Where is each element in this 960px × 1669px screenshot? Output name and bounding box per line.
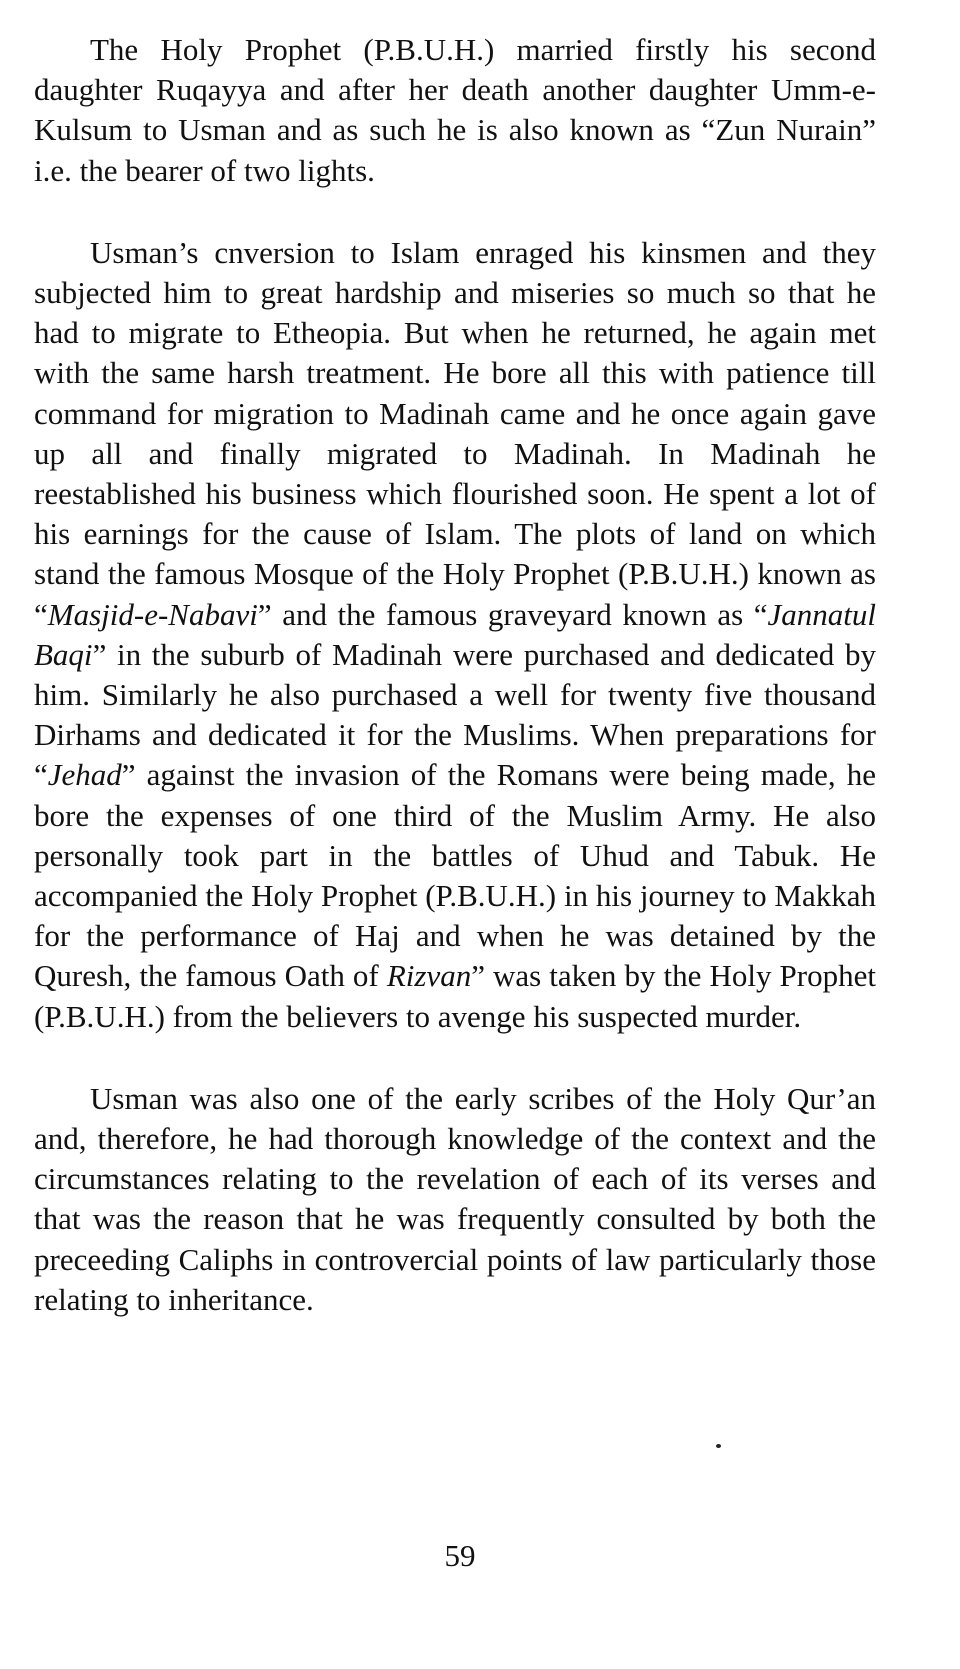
- stray-ink-mark: [716, 1444, 721, 1448]
- text-segment: ” was taken by the Holy Prophet (P.B.U.H.) from the believers to avenge his suspected murder.: [34, 958, 876, 1034]
- italic-term: Masjid-e-Nabavi: [47, 596, 258, 632]
- page-body: [34, 30, 876, 1320]
- text-segment: Usman was also one of the early scribes of the Holy Qur’an and, therefore, he had thorough knowledge of the context and the circumstances relating to the revelation of each of its verses and that was the reason that he was frequently consulted by both the preceeding Caliphs in controvercial points of law particularly those relating to inheritance.: [34, 1080, 876, 1317]
- page-number: 59: [444, 1538, 476, 1573]
- text-segment: The Holy Prophet (P.B.U.H.) married firstly his second daughter Ruqayya and after her death another daughter Umm-e-Kulsum to Usman and as such he is also known as “Zun Nurain” i.e. the bearer of two lights.: [34, 32, 876, 188]
- text-segment: ” in the suburb of Madinah were purchased and dedicated by him. Similarly he also purchased a well for twenty five thousand Dirhams and dedicated it for the Muslims. When preparations for “: [34, 636, 876, 793]
- text-segment: ” against the invasion of the Romans were being made, he bore the expenses of one third of the Muslim Army. He also personally took part in the battles of Uhud and Tabuk. He accompanied the Holy Prophet (P.B.U.H.) in his journey to Makkah for the performance of Haj and when he was detained by the Quresh, the famous Oath of: [34, 757, 876, 994]
- text-segment: ” and the famous graveyard known as “: [257, 596, 768, 632]
- italic-term: Jannatul Baqi: [34, 596, 876, 672]
- paragraph-2: [34, 233, 876, 1037]
- text-segment: Usman’s cnversion to Islam enraged his kinsmen and they subjected him to great hardship and miseries so much so that he had to migrate to Etheopia. But when he returned, he again met with the same harsh treatment. He bore all this with patience till command for migration to Madinah came and he once again gave up all and finally migrated to Madinah. In Madinah he reestablished his business which flourished soon. He spent a lot of his earnings for the cause of Islam. The plots of land on which stand the famous Mosque of the Holy Prophet (P.B.U.H.) known as “: [34, 234, 876, 632]
- paragraph-1: [34, 30, 876, 191]
- italic-term: Rizvan: [386, 958, 472, 994]
- italic-term: Jehad: [47, 757, 122, 793]
- paragraph-3: [34, 1079, 876, 1320]
